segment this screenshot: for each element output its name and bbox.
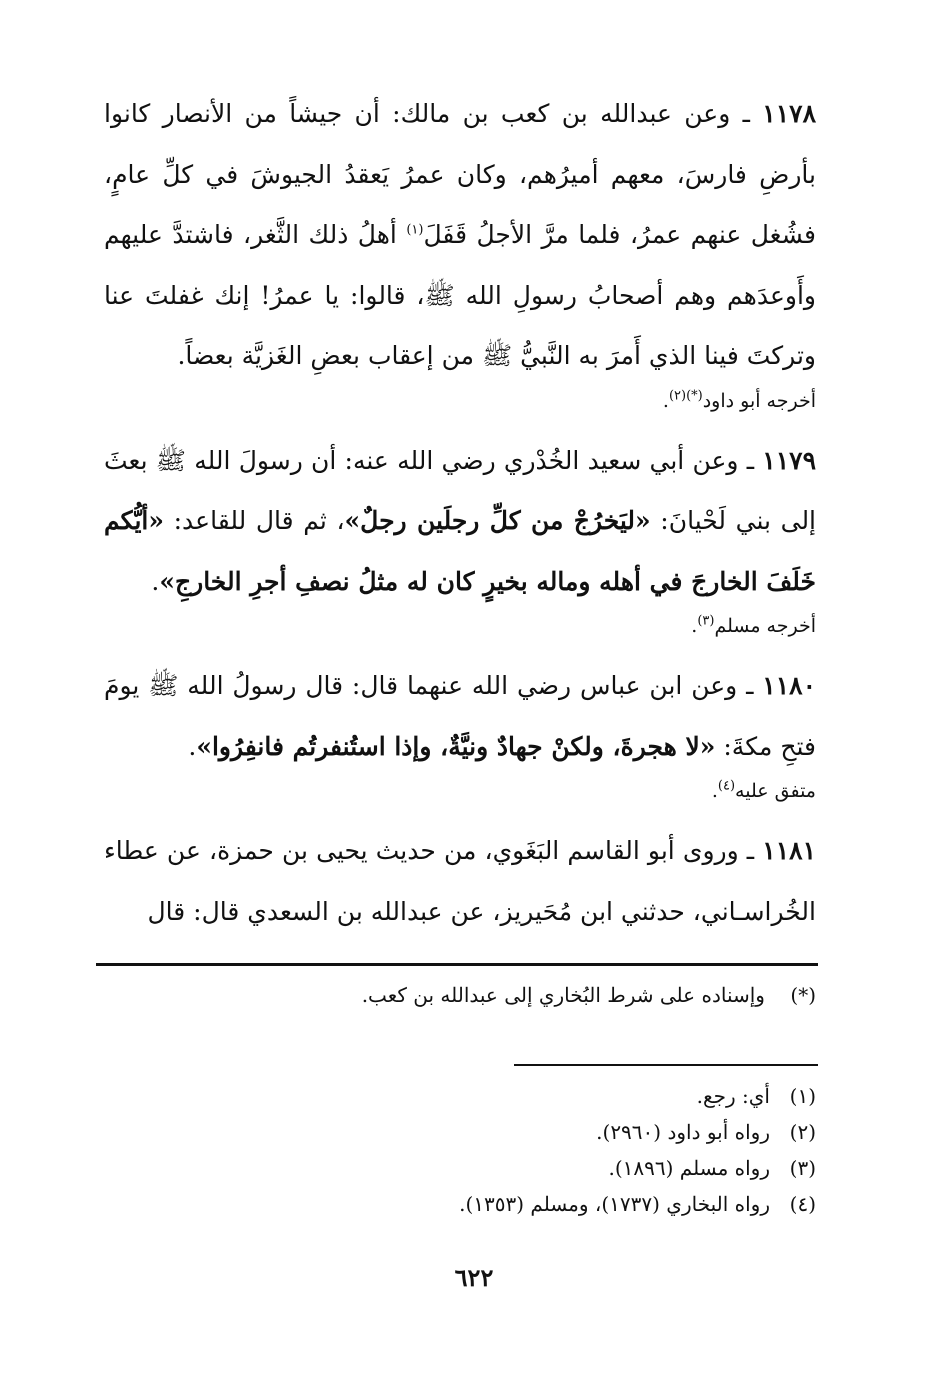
footnote-number: (١) (789, 1084, 816, 1108)
hadith-text-cont: ، ثم قال للقاعد: (163, 506, 345, 535)
footnote-item (104, 1078, 816, 1114)
hadith-number: ١١٧٨ (762, 99, 816, 128)
hadith-1181 (104, 821, 816, 942)
star-note-text: وإسناده على شرط البُخاري إلى عبدالله بن كعب. (361, 983, 765, 1007)
footnote-text: رواه أبو داود (٢٩٦٠). (596, 1120, 770, 1144)
footnote-text: أي: رجع. (696, 1084, 770, 1108)
main-text (104, 84, 816, 942)
footnotes (104, 1078, 816, 1222)
hadith-1180 (104, 656, 816, 777)
takhrij-text: متفق عليه (735, 780, 816, 802)
takhrij-1180 (104, 771, 816, 811)
hadith-text: ـ وعن عبدالله بن كعب بن مالك: أن جيشاً من الأنصار كانوا بأرضِ فارسَ، معهم أميرُهم، وكان عمرُ يَعقدُ الجيوشَ في كلِّ عامٍ، فشُغل عنهم عمرُ، فلما مرَّ الأجلُ قَفَلَ (104, 99, 816, 249)
star-note (104, 980, 816, 1010)
footnote-item (104, 1150, 816, 1186)
hadith-number: ١١٧٩ (762, 445, 816, 475)
hadith-text: ـ وعن ابن عباس رضي الله عنهما قال: قال رسولُ الله ﷺ يومَ فتحِ مكةَ: (104, 671, 816, 761)
hadith-text-end: . (188, 731, 197, 761)
takhrij-end: . (662, 389, 669, 412)
footnote-ref: (١) (406, 222, 424, 238)
page-number: ٦٢٢ (454, 1263, 494, 1292)
prophetic-quote: «أيُّكم خَلَفَ الخارجَ في أهله وماله بخيرٍ كان له مثلُ نصفِ أجرِ الخارجِ» (104, 506, 816, 596)
footnote-number: (٣) (789, 1156, 816, 1180)
hadith-text-end: . (151, 566, 160, 596)
footnote-number: (٤) (789, 1192, 816, 1216)
footnote-text: رواه مسلم (١٨٩٦). (608, 1156, 770, 1180)
hadith-1178 (104, 84, 816, 387)
hadith-1179 (104, 431, 816, 613)
footnote-ref: (*)(٢) (668, 388, 703, 404)
takhrij-end: . (711, 780, 718, 802)
prophetic-quote: «ليَخرُجْ من كلِّ رجلَين رجلٌ» (344, 506, 651, 535)
hadith-text: ـ وعن أبي سعيد الخُدْري رضي الله عنه: أن رسولَ الله ﷺ بعثَ إلى بني لَحْيانَ: (104, 445, 817, 535)
takhrij-1179 (104, 606, 816, 646)
star-note-marker: (*) (790, 983, 816, 1007)
footnotes-divider (514, 1064, 818, 1066)
hadith-text: ـ وروى أبو القاسم البَغَوي، من حديث يحيى بن حمزة، عن عطاء الخُراسـاني، حدثني ابن مُحَيريز، عن عبدالله بن السعدي قال: قال (104, 836, 816, 926)
prophetic-quote: «لا هجرةَ، ولكنْ جهادٌ ونيَّةٌ، وإذا استُنفرتُم فانفِرُوا» (196, 731, 716, 761)
footnote-ref: (٣) (697, 613, 715, 629)
footnote-number: (٢) (789, 1120, 816, 1144)
hadith-number: ١١٨٠ (762, 671, 817, 700)
footnote-text: رواه البخاري (١٧٣٧)، ومسلم (١٣٥٣). (459, 1192, 770, 1216)
footer-divider (96, 963, 818, 966)
takhrij-text: أخرجه مسلم (714, 615, 816, 637)
footnote-ref: (٤) (717, 778, 736, 794)
takhrij-end: . (691, 615, 698, 637)
footnote-item (104, 1114, 816, 1150)
takhrij-1178 (104, 381, 816, 421)
hadith-number: ١١٨١ (762, 836, 816, 865)
footnote-item (104, 1186, 816, 1222)
hadith-text-cont: أهلُ ذلك الثَّغر، فاشتدَّ عليهم وأَوعدَهم وهم أصحابُ رسولِ الله ﷺ، قالوا: يا عمرُ! إنك غفلتَ عنا وتركتَ فينا الذي أَمرَ به النَّبيُّ ﷺ من إعقاب بعضِ الغَزيَّة بعضاً. (104, 220, 816, 370)
takhrij-text: أخرجه أبو داود (702, 389, 816, 412)
